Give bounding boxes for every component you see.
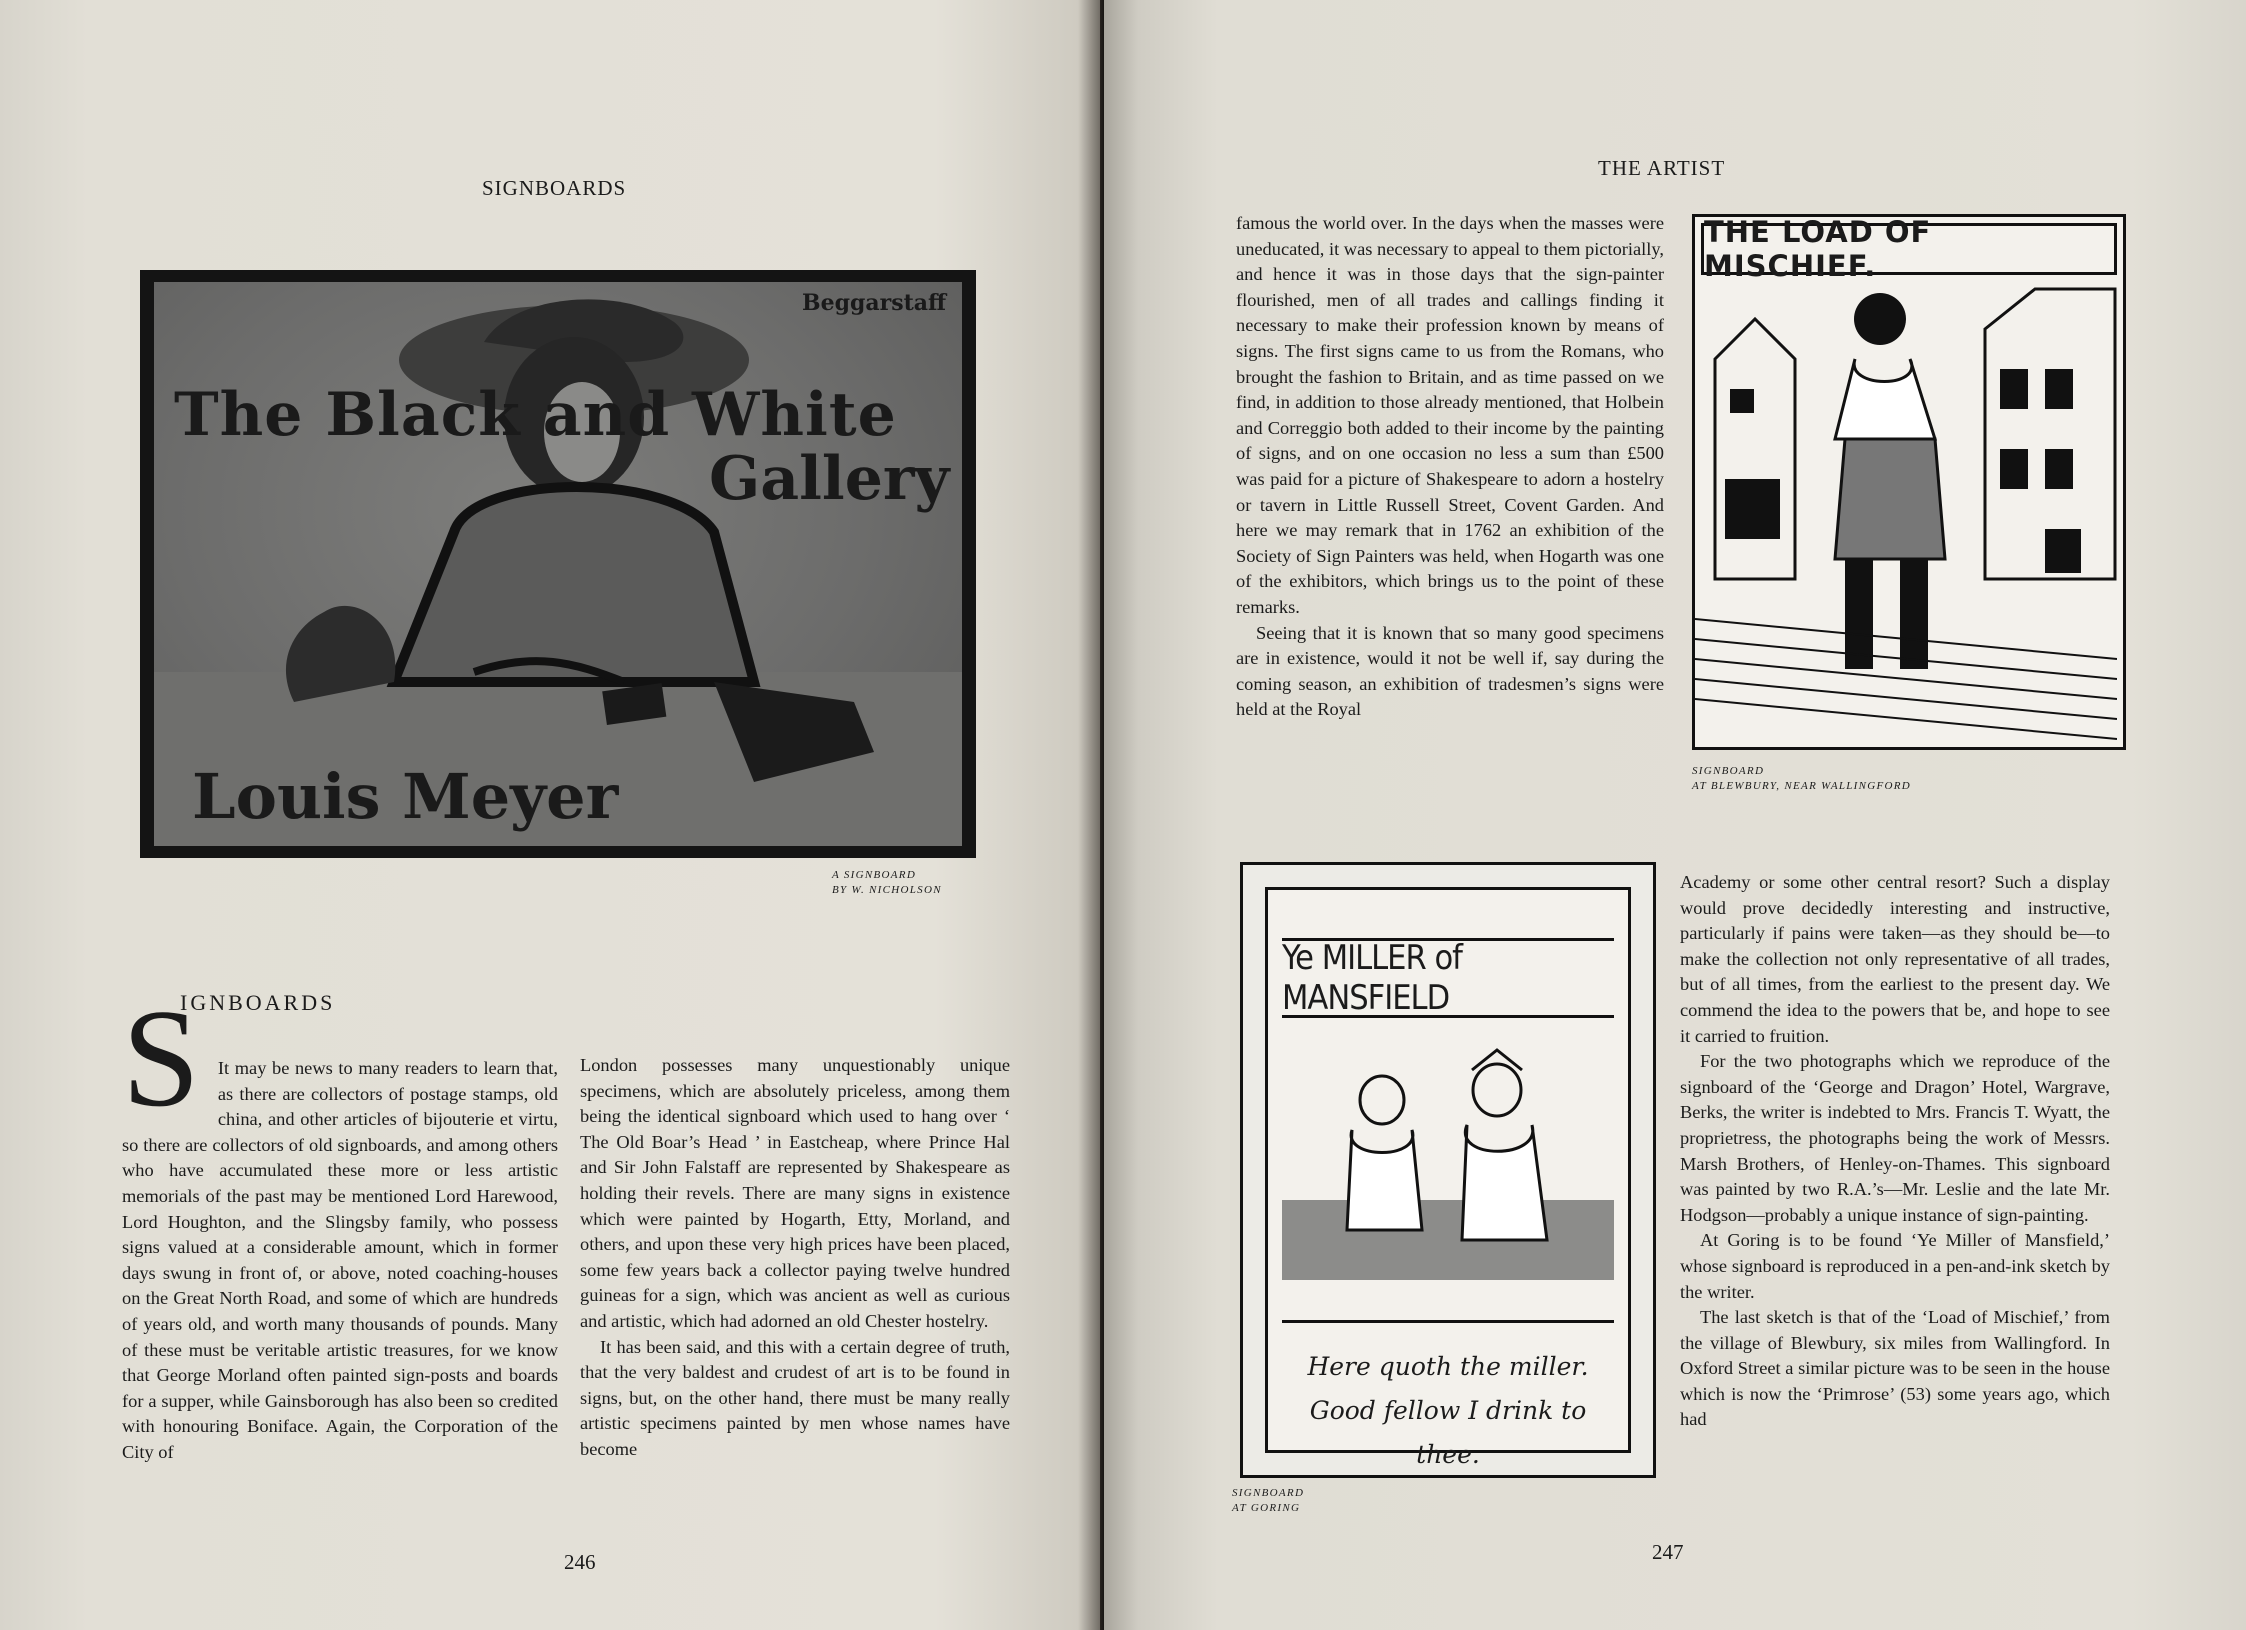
poster-headline: The Black and White xyxy=(174,380,897,450)
poster-name: Louis Meyer xyxy=(192,760,619,833)
paragraph: The last sketch is that of the ‘Load of Mischief,’ from the village of Blewbury, six miles from Wallingford. In Oxford Street a similar picture was to be seen in the house which is now the ‘Primrose’ (53) some years ago, which had xyxy=(1680,1307,2110,1430)
caption-line: SIGNBOARD xyxy=(1692,765,1765,777)
poster-image xyxy=(154,282,962,846)
paragraph: London possesses many unquestionably unique specimens, which are absolutely priceless, among them being the identical signboard which used to hang over ‘ The Old Boar’s Head ’ in Eastcheap, where Prince Hal and Sir John Falstaff are represented by Shakespeare as holding their revels. There are many signs in existence which were painted by Hogarth, Etty, Morland, and others, and upon these very high prices have been placed, some few years back a collector paying twelve hundred guineas for a sign, which was ancient as well as curious and artistic, which had adorned an old Chester hostelry. xyxy=(580,1055,1010,1331)
paragraph: At Goring is to be found ‘Ye Miller of Mansfield,’ whose signboard is reproduced in a pen-and-ink sketch by the writer. xyxy=(1680,1230,2110,1302)
paragraph: For the two photographs which we reproduce of the signboard of the ‘George and Dragon’ Hotel, Wargrave, Berks, the writer is indebted to Mrs. Francis T. Wyatt, the proprietress, the photographs being the work of Messrs. Marsh Brothers, of Henley-on-Thames. This signboard was painted by two R.A.’s—Mr. Leslie and the late Mr. Hodgson—probably a unique instance of sign-painting. xyxy=(1680,1051,2110,1225)
miller-sign-title: Ye MILLER of MANSFIELD xyxy=(1282,938,1614,1018)
running-head: SIGNBOARDS xyxy=(482,176,627,200)
mischief-drawing xyxy=(1695,279,2117,741)
section-title: IGNBOARDS xyxy=(180,990,336,1015)
paragraph: famous the world over. In the days when the masses were uneducated, it was necessary to appeal to them pictorially, and hence it was in those days that the sign-painter flourished, men of all trades and callings finding it necessary to make their profession known by means of signs. The first signs came to us from the Romans, who brought the fashion to Britain, and as time passed on we find, in addition to those already mentioned, that Holbein and Correggio both added to their income by the painting of signs, and on one occasion no less a sum than £500 was paid for a picture of Shakespeare to adorn a hostelry or tavern in Little Russell Street, Covent Garden. And here we may remark that in 1762 an exhibition of the Society of Sign Painters was held, when Hogarth was one of the exhibitors, which brings us to the point of these remarks. xyxy=(1236,213,1664,617)
left-column-2 xyxy=(580,1053,1010,1463)
mischief-sign-title: THE LOAD OF MISCHIEF. xyxy=(1701,223,2117,275)
paragraph: Academy or some other central resort? Such a display would prove decidedly interesting and instructive, particularly if pains were taken—as they should be—to make the collection not only representative of all trades, but of all times, from the earliest to the present day. We commend the idea to the powers that be, and hope to see it carried to fruition. xyxy=(1680,872,2110,1046)
right-bottom-column xyxy=(1680,870,2110,1433)
drop-cap: S xyxy=(122,981,200,1136)
load-of-mischief-sketch xyxy=(1692,214,2126,750)
inscription-line: Good fellow I drink to thee. xyxy=(1309,1396,1587,1469)
paragraph: It may be news to many readers to learn that, as there are collectors of postage stamps, old china, and other articles of bijouterie et virtu, so there are collectors of old signboards, and among others who have accumulated these more or less artistic memorials of the past may be mentioned Lord Harewood, Lord Houghton, and the Slingsby family, who possess signs valued at a considerable amount, which in former days swung in front of, or above, noted coaching-houses on the Great North Road, and some of which are hundreds of years old, and worth many thousands of pounds. Many of these must be veritable artistic treasures, for we know that George Morland often painted sign-posts and boards for a supper, while Gainsborough has also been so credited with honouring Boniface. Again, the Corporation of the City of xyxy=(122,1058,558,1462)
page-number: 246 xyxy=(564,1550,596,1574)
caption-line: BY W. NICHOLSON xyxy=(832,884,942,896)
right-page xyxy=(1104,0,2246,1630)
caption-line: A SIGNBOARD xyxy=(832,869,917,881)
right-top-column xyxy=(1236,211,1664,723)
caption-line: AT BLEWBURY, NEAR WALLINGFORD xyxy=(1692,780,1912,792)
poster-subheadline: Gallery xyxy=(709,444,950,514)
running-head: THE ARTIST xyxy=(1598,156,1726,180)
nicholson-poster-illustration xyxy=(140,270,976,858)
poster-logo: Beggarstaff xyxy=(802,290,947,316)
left-page xyxy=(0,0,1100,1630)
millers-drawing xyxy=(1282,1040,1614,1290)
paragraph: Seeing that it is known that so many good specimens are in existence, would it not be well if, say during the coming season, an exhibition of tradesmen’s signs were held at the Royal xyxy=(1236,622,1664,720)
page-number: 247 xyxy=(1652,1540,1684,1564)
left-column-1 xyxy=(122,981,558,1466)
inscription-line: Here quoth the miller. xyxy=(1307,1352,1589,1381)
miller-of-mansfield-sketch xyxy=(1240,862,1656,1478)
miller-inscription xyxy=(1282,1320,1614,1477)
paragraph: It has been said, and this with a certain degree of truth, that the very baldest and crudest of art is to be found in signs, but, on the other hand, there must be many really artistic specimens painted by men whose names have become xyxy=(580,1336,1010,1459)
caption-line: SIGNBOARD xyxy=(1232,1487,1305,1499)
sign-frame xyxy=(1265,887,1631,1469)
caption-line: AT GORING xyxy=(1232,1502,1301,1514)
figure-caption xyxy=(832,868,942,898)
miller-caption xyxy=(1232,1486,1304,1516)
mischief-caption xyxy=(1692,764,1911,794)
